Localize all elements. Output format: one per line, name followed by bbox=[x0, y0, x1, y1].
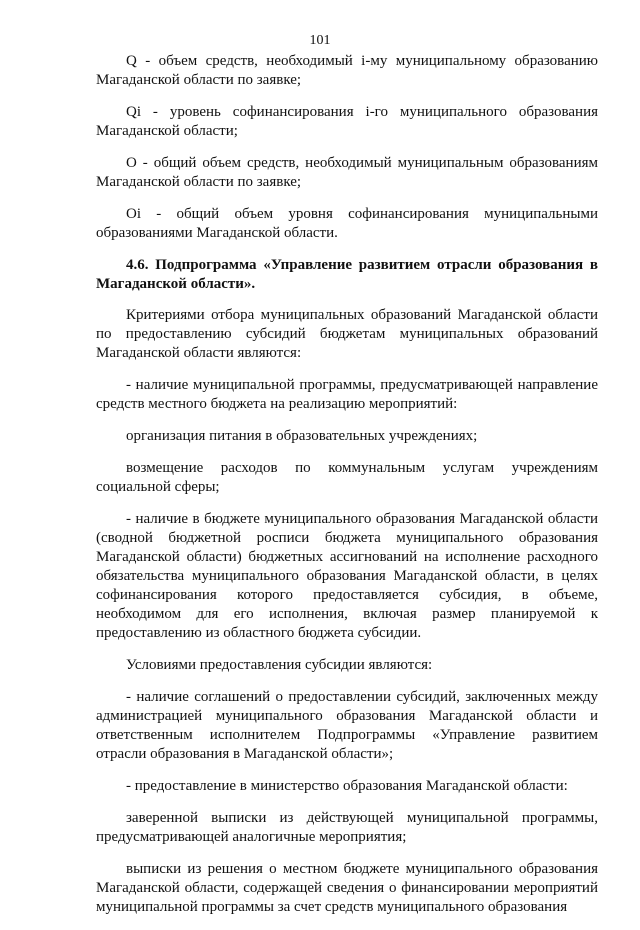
paragraph-utilities: возмещение расходов по коммунальным услугам учреждениям социальной сферы; bbox=[96, 460, 598, 495]
paragraph-o-definition: О - общий объем средств, необходимый муниципальным образованиям Магаданской области по заявке; bbox=[96, 155, 598, 190]
paragraph-qi-definition: Qi - уровень софинансирования i-го муниципального образования Магаданской области; bbox=[96, 104, 598, 139]
paragraph-catering: организация питания в образовательных учреждениях; bbox=[126, 428, 478, 444]
section-heading: 4.6. Подпрограмма «Управление развитием отрасли образования в Магаданской области». bbox=[96, 257, 598, 292]
paragraph-program-availability: - наличие муниципальной программы, предусматривающей направление средств местного бюджета на реализацию мероприятий: bbox=[96, 377, 598, 412]
paragraph-conditions-heading: Условиями предоставления субсидии являются: bbox=[126, 657, 433, 673]
paragraph-selection-criteria: Критериями отбора муниципальных образований Магаданской области по предоставлению субсидий бюджетам муниципальных образований Магаданской области являются: bbox=[96, 307, 598, 361]
document-body bbox=[96, 52, 598, 930]
paragraph-budget-allocations: - наличие в бюджете муниципального образования Магаданской области (сводной бюджетной росписи бюджета муниципального образования Магаданской области) бюджетных ассигнований на исполнение расходного обязательства муниципального образования Магаданской области, в целях софинансирования которого предоставляется субсидия, в объеме, необходимом для его исполнения, включая размер планируемой к предоставлению из областного бюджета субсидии. bbox=[96, 511, 598, 641]
paragraph-agreements: - наличие соглашений о предоставлении субсидий, заключенных между администрацией муниципального образования Магаданской области и ответственным исполнителем Подпрограммы «Управление развитием отрасли образования в Магаданской области»; bbox=[96, 689, 598, 762]
paragraph-budget-extract: выписки из решения о местном бюджете муниципального образования Магаданской области, содержащей сведения о финансировании мероприятий муниципальной программы за счет средств муниципального образования bbox=[96, 861, 598, 915]
paragraph-submission: - предоставление в министерство образования Магаданской области: bbox=[126, 778, 568, 794]
paragraph-oi-definition: Оi - общий объем уровня софинансирования муниципальными образованиями Магаданской области. bbox=[96, 206, 598, 241]
page-number: 101 bbox=[309, 33, 331, 48]
paragraph-certified-extract: заверенной выписки из действующей муниципальной программы, предусматривающей аналогичные мероприятия; bbox=[96, 810, 598, 845]
paragraph-q-definition: Q - объем средств, необходимый i-му муниципальному образованию Магаданской области по заявке; bbox=[96, 53, 598, 88]
